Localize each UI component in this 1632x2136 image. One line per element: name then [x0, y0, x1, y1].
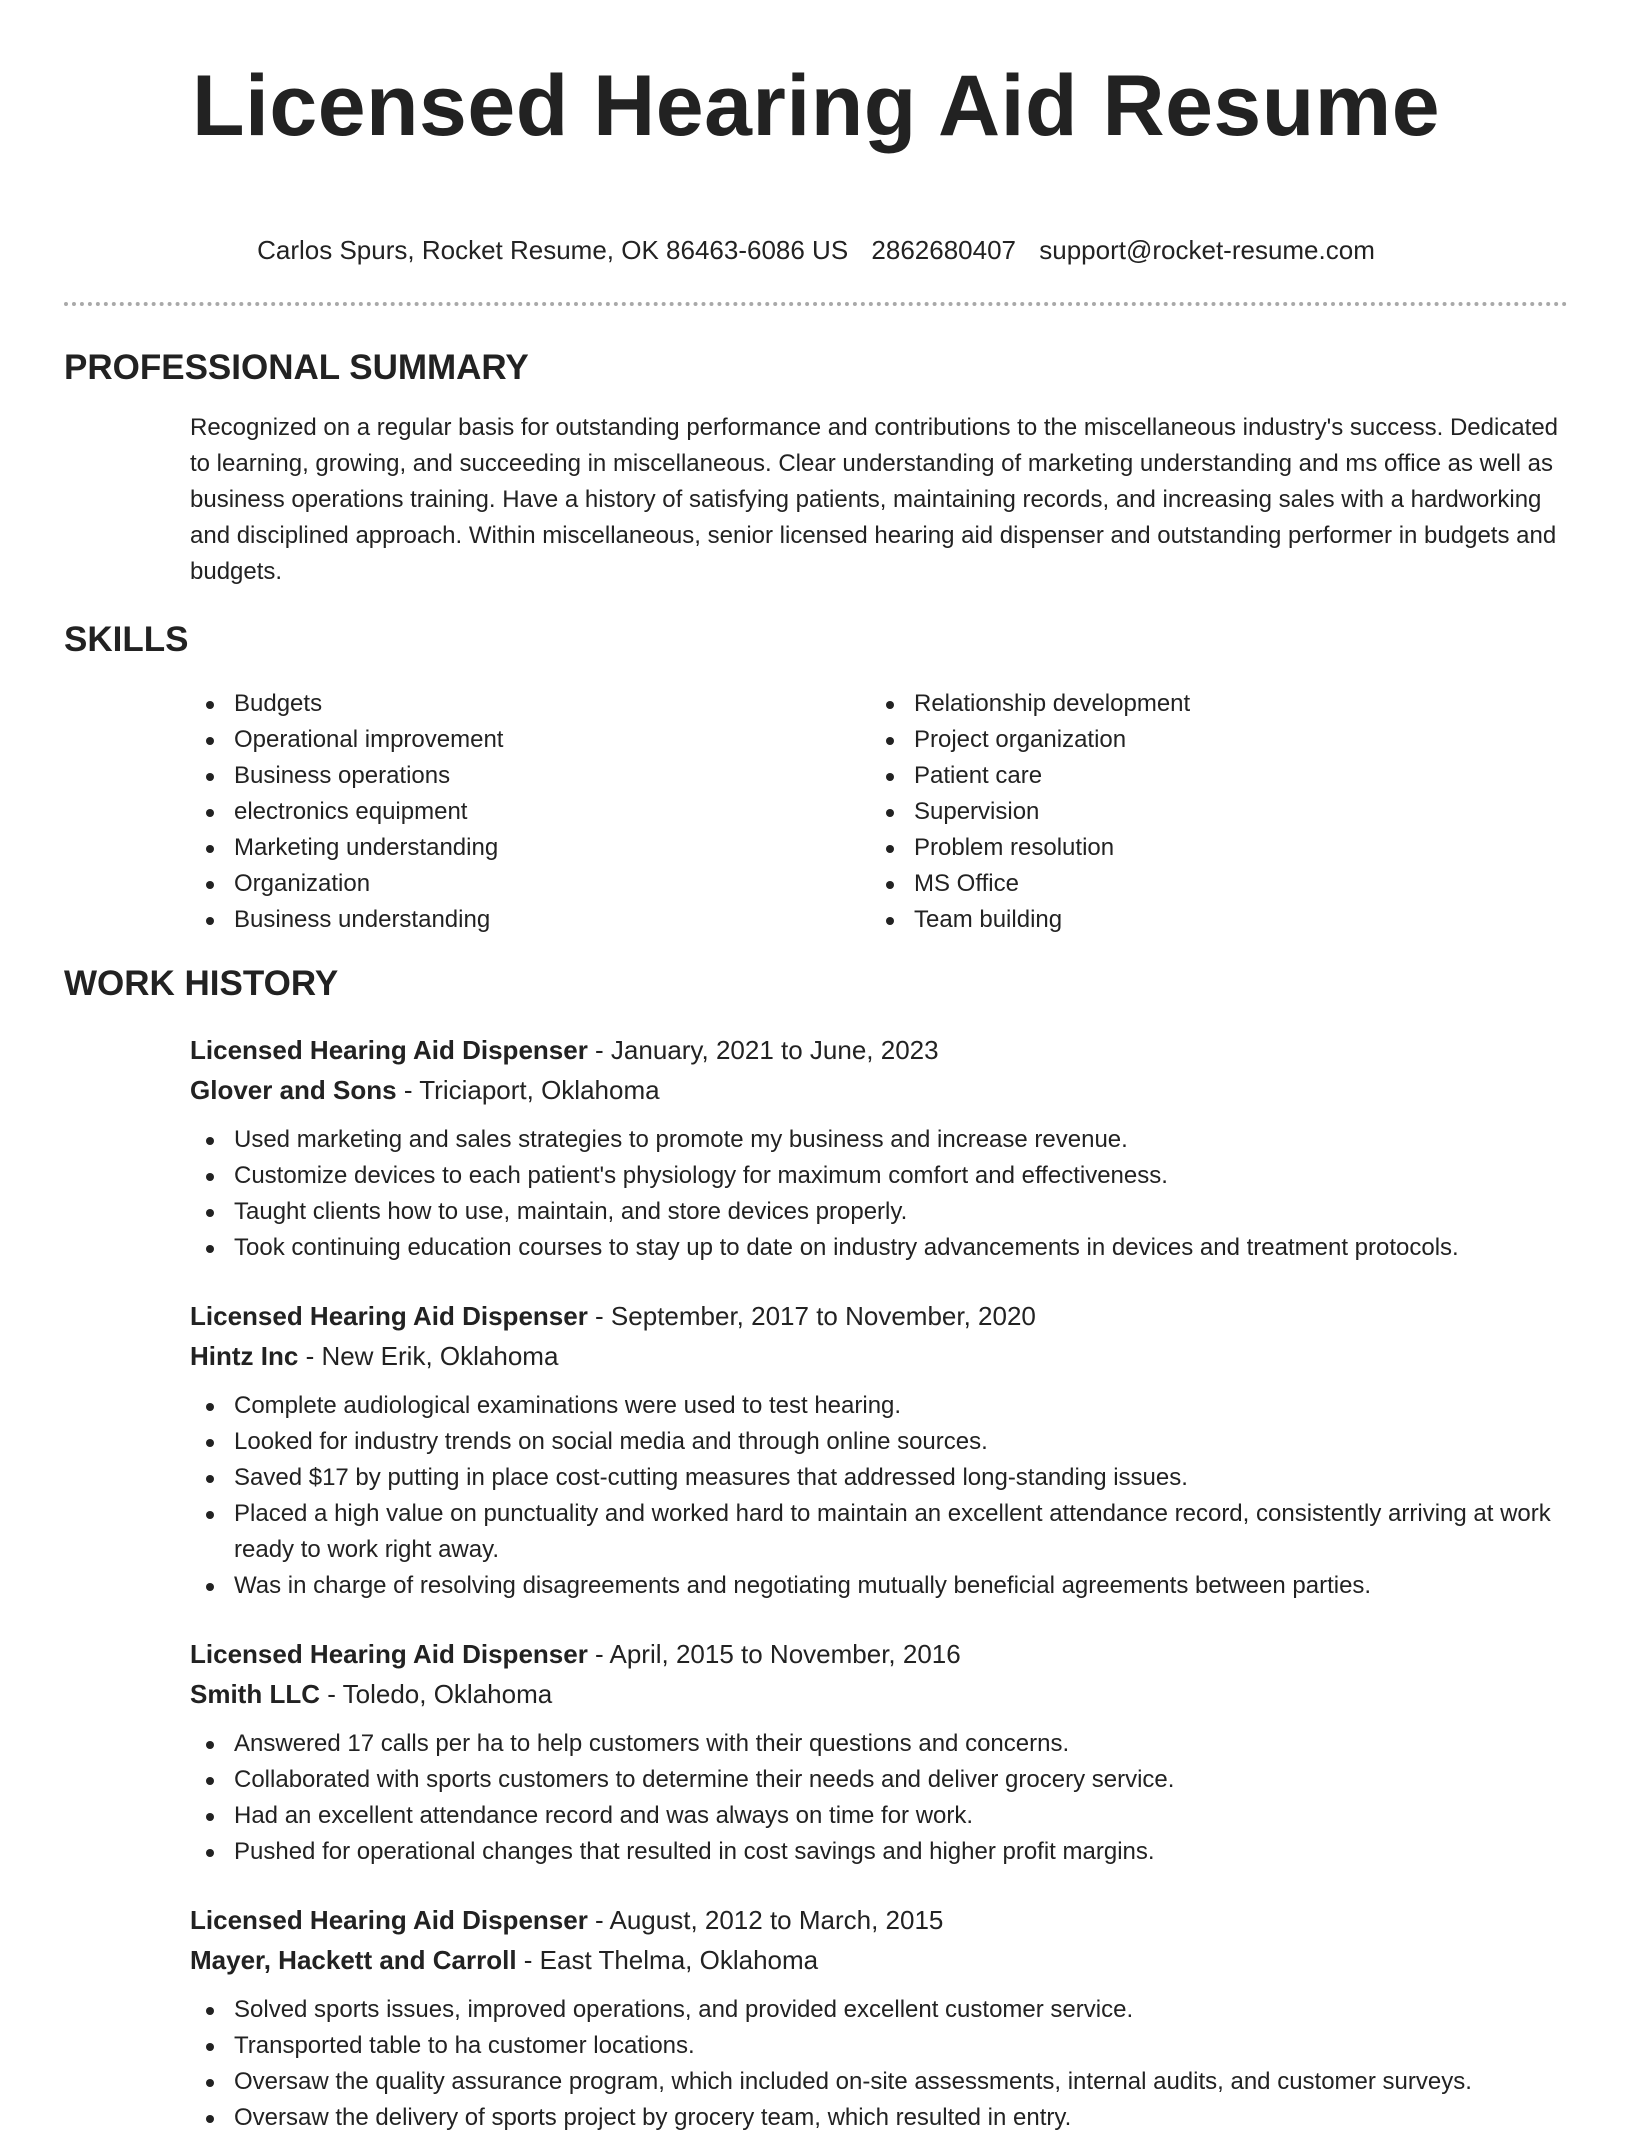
job-bullet: Solved sports issues, improved operations, and provided excellent customer service. [190, 1992, 1568, 2028]
job-company-line [190, 1336, 1568, 1376]
skill-item: Problem resolution [870, 830, 1190, 866]
job-dates: - January, 2021 to June, 2023 [587, 1035, 939, 1065]
job-title: Licensed Hearing Aid Dispenser [190, 1905, 588, 1935]
contact-phone: 2862680407 [871, 235, 1017, 265]
job-bullet: Oversaw the delivery of sports project by grocery team, which resulted in entry. [190, 2100, 1568, 2136]
skill-item: Supervision [870, 794, 1190, 830]
job-bullet: Placed a high value on punctuality and worked hard to maintain an excellent attendance record, consistently arriving at work ready to work right away. [190, 1496, 1568, 1568]
job-bullet: Answered 17 calls per ha to help customers with their questions and concerns. [190, 1726, 1568, 1762]
job-company-line [190, 1674, 1568, 1714]
job-entry [190, 1030, 1568, 1266]
skill-item: Marketing understanding [190, 830, 870, 866]
skill-item: Relationship development [870, 686, 1190, 722]
skills-heading: SKILLS [64, 620, 189, 659]
job-company: Hintz Inc [190, 1341, 299, 1371]
job-company: Glover and Sons [190, 1075, 397, 1105]
job-title: Licensed Hearing Aid Dispenser [190, 1639, 588, 1669]
skills-list [190, 686, 1568, 938]
job-company: Mayer, Hackett and Carroll [190, 1945, 517, 1975]
skill-item: Business operations [190, 758, 870, 794]
job-dates: - September, 2017 to November, 2020 [587, 1301, 1036, 1331]
job-bullet: Customize devices to each patient's physiology for maximum comfort and effectiveness. [190, 1158, 1568, 1194]
header-divider [64, 302, 1568, 306]
job-bullets [190, 1726, 1568, 1870]
skill-item: Team building [870, 902, 1190, 938]
job-bullet: Transported table to ha customer locations. [190, 2028, 1568, 2064]
job-title-line [190, 1296, 1568, 1336]
job-location: - Toledo, Oklahoma [320, 1679, 553, 1709]
summary-heading: PROFESSIONAL SUMMARY [64, 348, 529, 387]
skill-item: Organization [190, 866, 870, 902]
summary-text: Recognized on a regular basis for outstanding performance and contributions to the miscellaneous industry's success. Dedicated to learning, growing, and succeeding in miscellaneous. Clear understanding of marketing understanding and ms office as well as business operations training. Have a history of satisfying patients, maintaining records, and increasing sales with a hardworking and disciplined approach. Within miscellaneous, senior licensed hearing aid dispenser and outstanding performer in budgets and budgets. [190, 414, 1559, 585]
job-entry [190, 1296, 1568, 1604]
job-bullets [190, 1122, 1568, 1266]
skills-column-left [190, 686, 870, 938]
skills-column-right [870, 686, 1190, 938]
skill-item: Patient care [870, 758, 1190, 794]
job-company: Smith LLC [190, 1679, 320, 1709]
job-bullet: Was in charge of resolving disagreements and negotiating mutually beneficial agreements between parties. [190, 1568, 1568, 1604]
job-dates: - August, 2012 to March, 2015 [587, 1905, 944, 1935]
job-bullet: Had an excellent attendance record and was always on time for work. [190, 1798, 1568, 1834]
job-location: - New Erik, Oklahoma [298, 1341, 559, 1371]
skill-item: Business understanding [190, 902, 870, 938]
job-dates: - April, 2015 to November, 2016 [587, 1639, 961, 1669]
job-bullet: Taught clients how to use, maintain, and store devices properly. [190, 1194, 1568, 1230]
resume-title: Licensed Hearing Aid Resume [191, 58, 1441, 154]
job-entry [190, 1900, 1568, 2136]
job-bullet: Pushed for operational changes that resulted in cost savings and higher profit margins. [190, 1834, 1568, 1870]
job-entry [190, 1634, 1568, 1870]
job-bullet: Oversaw the quality assurance program, which included on-site assessments, internal audits, and customer surveys. [190, 2064, 1568, 2100]
job-bullet: Took continuing education courses to stay up to date on industry advancements in devices and treatment protocols. [190, 1230, 1568, 1266]
skill-item: Operational improvement [190, 722, 870, 758]
skill-item: Budgets [190, 686, 870, 722]
contact-address: Carlos Spurs, Rocket Resume, OK 86463-6086 US [257, 235, 849, 265]
job-bullets [190, 1388, 1568, 1604]
skill-item: electronics equipment [190, 794, 870, 830]
contact-email: support@rocket-resume.com [1039, 235, 1375, 265]
skill-item: Project organization [870, 722, 1190, 758]
job-location: - East Thelma, Oklahoma [516, 1945, 819, 1975]
job-company-line [190, 1940, 1568, 1980]
job-company-line [190, 1070, 1568, 1110]
job-title-line [190, 1634, 1568, 1674]
job-bullet: Looked for industry trends on social media and through online sources. [190, 1424, 1568, 1460]
job-bullets [190, 1992, 1568, 2136]
job-location: - Triciaport, Oklahoma [396, 1075, 660, 1105]
contact-line [64, 232, 1568, 268]
job-bullet: Complete audiological examinations were used to test hearing. [190, 1388, 1568, 1424]
job-bullet: Saved $17 by putting in place cost-cutting measures that addressed long-standing issues. [190, 1460, 1568, 1496]
job-title-line [190, 1900, 1568, 1940]
job-title: Licensed Hearing Aid Dispenser [190, 1035, 588, 1065]
skill-item: MS Office [870, 866, 1190, 902]
job-title-line [190, 1030, 1568, 1070]
work-history-heading: WORK HISTORY [64, 964, 339, 1003]
job-bullet: Collaborated with sports customers to determine their needs and deliver grocery service. [190, 1762, 1568, 1798]
job-bullet: Used marketing and sales strategies to promote my business and increase revenue. [190, 1122, 1568, 1158]
job-title: Licensed Hearing Aid Dispenser [190, 1301, 588, 1331]
